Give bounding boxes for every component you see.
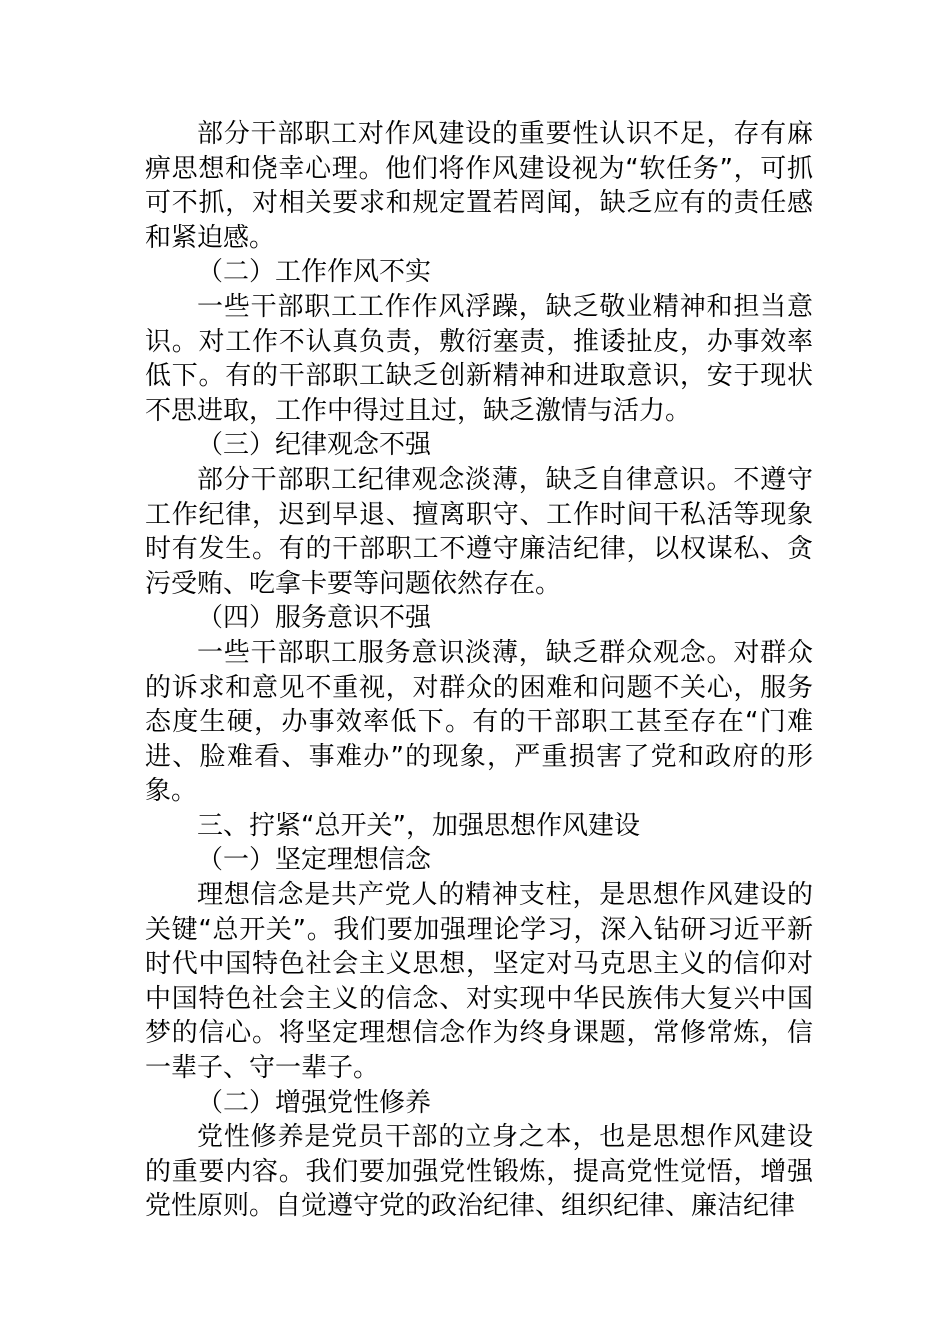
- paragraph-party-spirit: 党性修养是党员干部的立身之本，也是思想作风建设的重要内容。我们要加强党性锻炼，提高党性觉悟，增强党性原则。自觉遵守党的政治纪律、组织纪律、廉洁纪律: [145, 1122, 813, 1222]
- paragraph-ideals: 理想信念是共产党人的精神支柱，是思想作风建设的关键“总开关”。我们要加强理论学习，深入钻研习近平新时代中国特色社会主义思想，坚定对马克思主义的信仰对中国特色社会主义的信念、对实现中华民族伟大复兴中国梦的信心。将坚定理想信念作为终身课题，常修常炼，信一辈子、守一辈子。: [145, 880, 813, 1084]
- section-heading-three: 三、拧紧“总开关”，加强思想作风建设: [197, 810, 640, 841]
- paragraph-work-style: 一些干部职工工作作风浮躁，缺乏敬业精神和担当意识。对工作不认真负责，敷衍塞责，推诿扯皮，办事效率低下。有的干部职工缺乏创新精神和进取意识，安于现状不思进取，工作中得过且过，缺乏激情与活力。: [145, 291, 813, 426]
- paragraph-discipline: 部分干部职工纪律观念淡薄，缺乏自律意识。不遵守工作纪律，迟到早退、擅离职守、工作时间干私活等现象时有发生。有的干部职工不遵守廉洁纪律，以权谋私、贪污受贿、吃拿卡要等问题依然存在。: [145, 464, 813, 599]
- paragraph-service: 一些干部职工服务意识淡薄，缺乏群众观念。对群众的诉求和意见不重视，对群众的困难和问题不关心，服务态度生硬，办事效率低下。有的干部职工甚至存在“门难进、脸难看、事难办”的现象，严重损害了党和政府的形象。: [145, 637, 813, 807]
- heading-party-spirit: （二）增强党性修养: [197, 1087, 432, 1118]
- paragraph-awareness-issue: 部分干部职工对作风建设的重要性认识不足，存有麻痹思想和侥幸心理。他们将作风建设视为“软任务”，可抓可不抓，对相关要求和规定置若罔闻，缺乏应有的责任感和紧迫感。: [145, 119, 813, 253]
- document-body: [145, 117, 813, 1224]
- heading-work-style: （二）工作作风不实: [197, 257, 432, 288]
- heading-service: （四）服务意识不强: [197, 603, 432, 634]
- heading-discipline: （三）纪律观念不强: [197, 430, 432, 461]
- heading-ideals: （一）坚定理想信念: [197, 845, 432, 876]
